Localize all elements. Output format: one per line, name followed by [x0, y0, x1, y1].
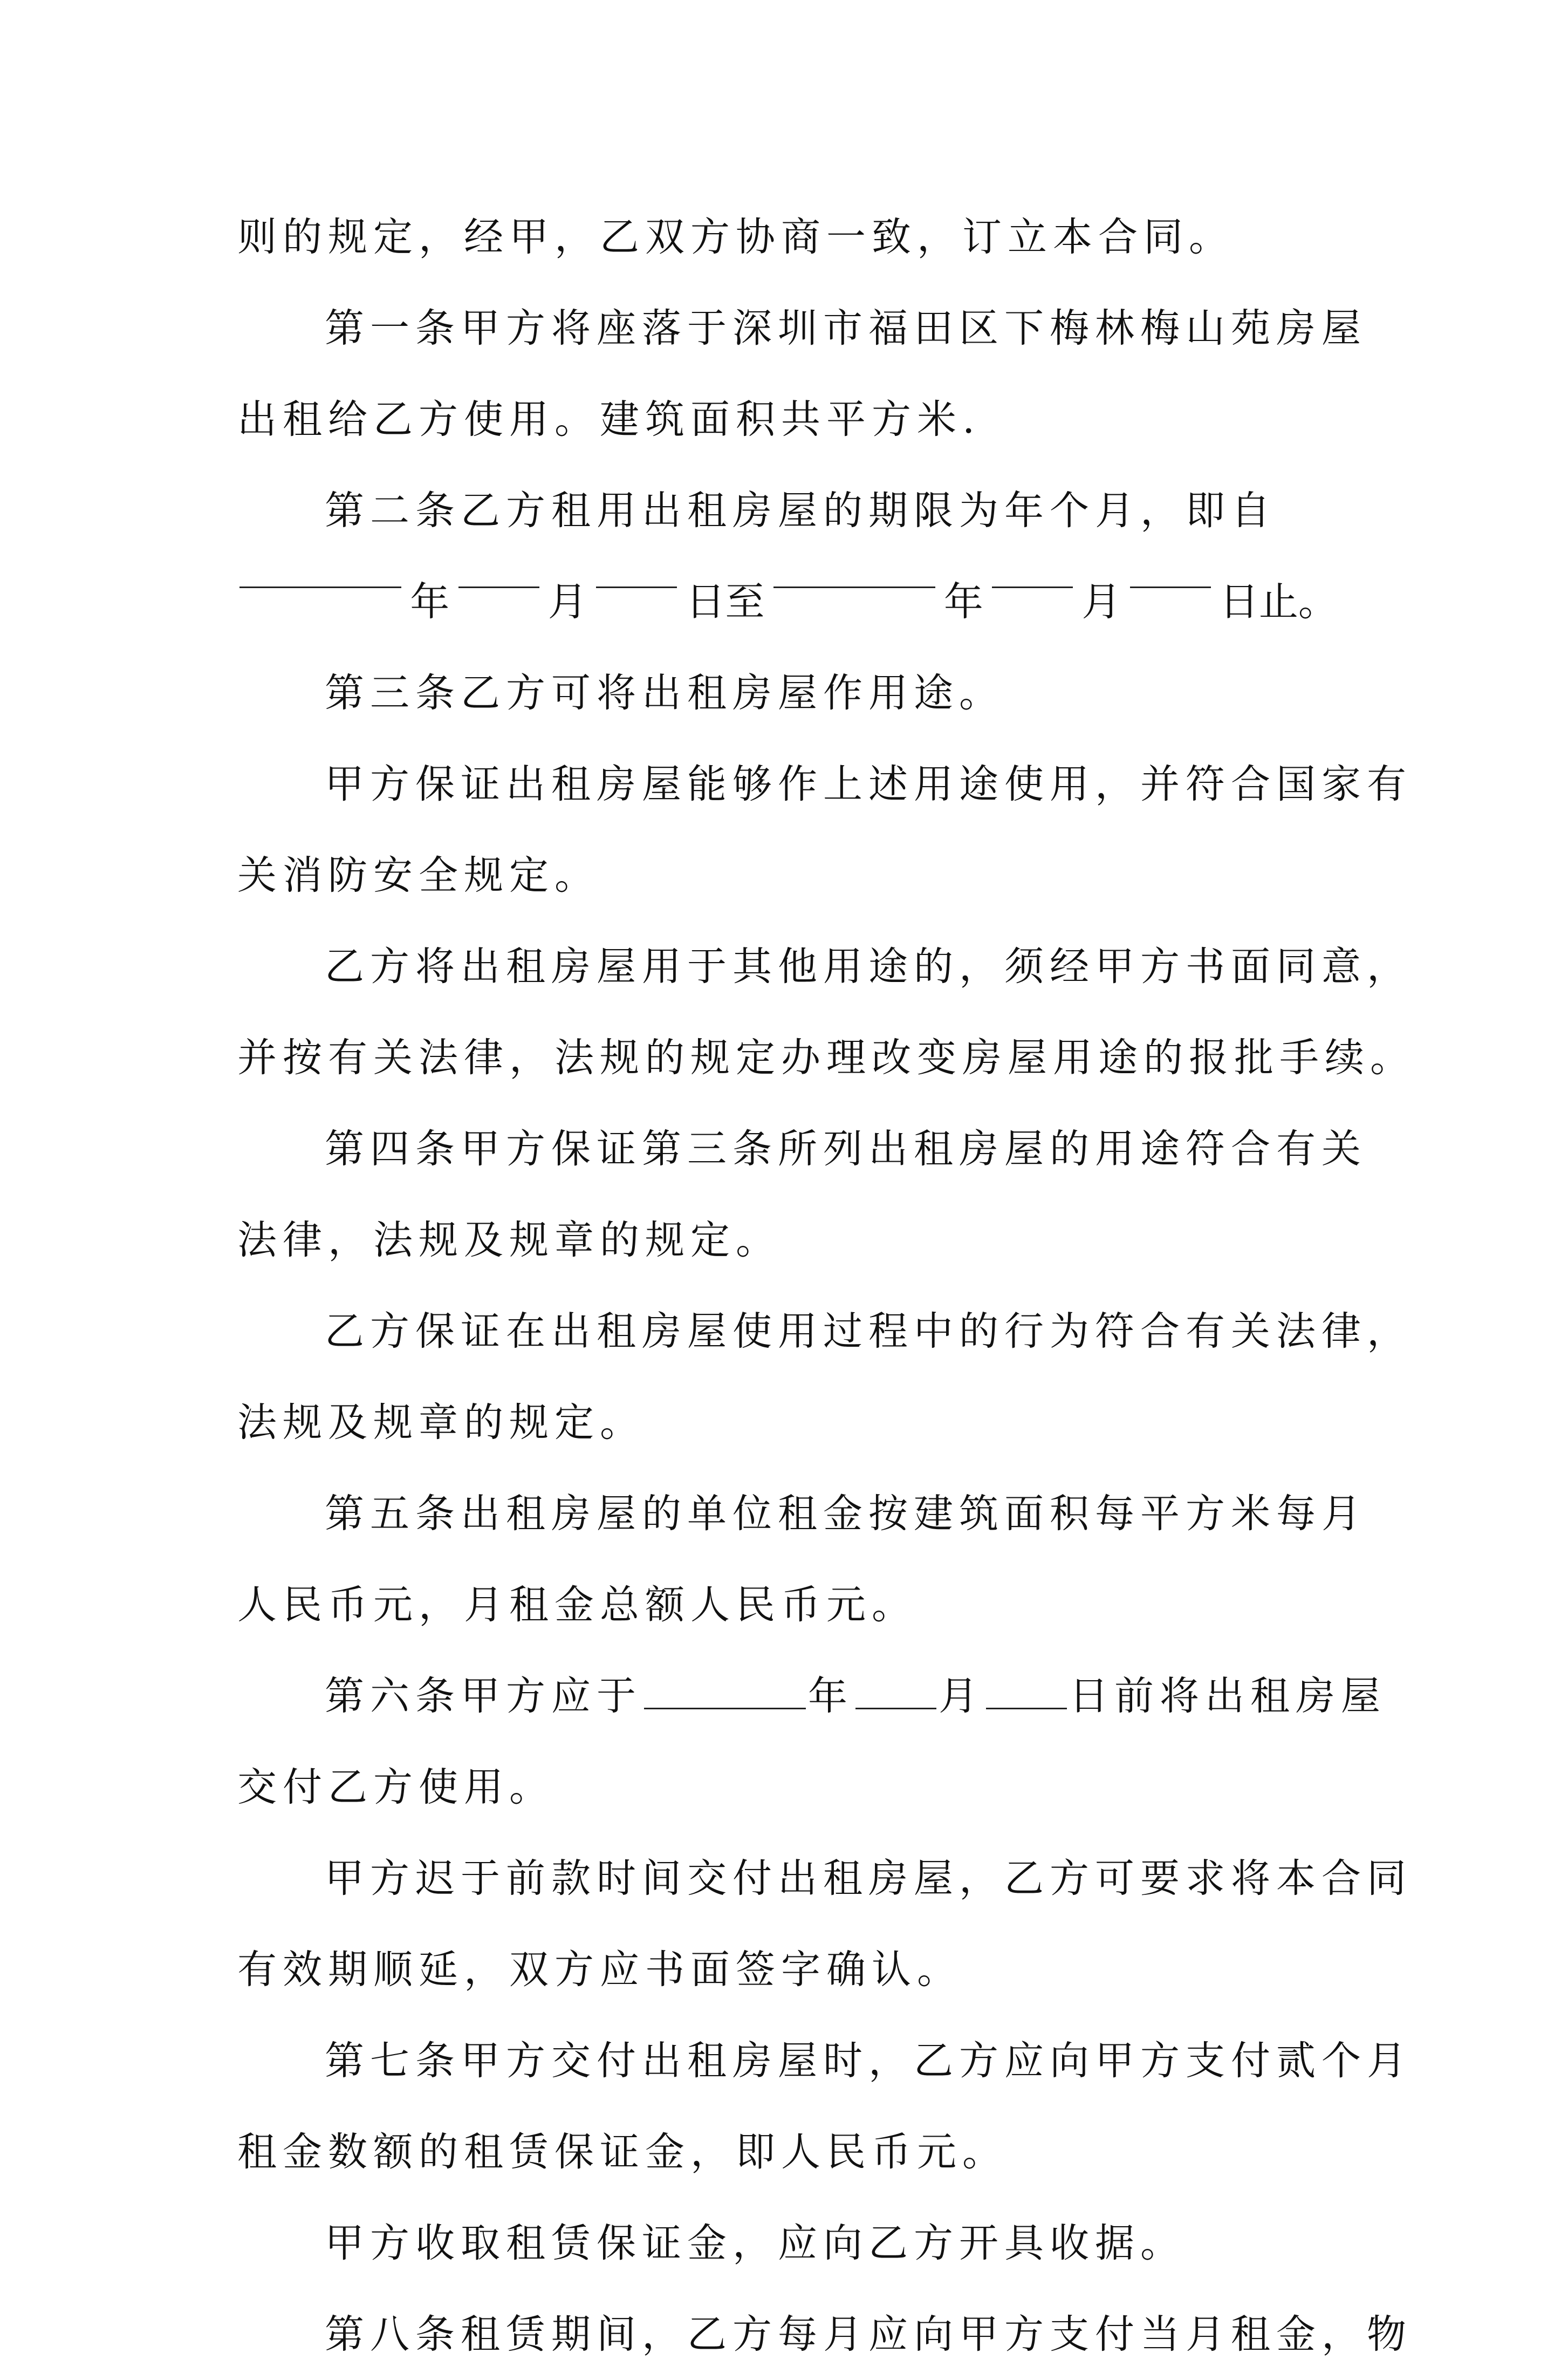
other-use-line-1: 乙方将出租房屋用于其他用途的，须经甲方书面同意，	[325, 944, 1412, 990]
delivery-day-blank	[986, 1677, 1067, 1709]
end-year-label: 年	[943, 579, 983, 625]
end-day-blank	[1130, 556, 1211, 588]
article-5-line-1: 第五条出租房屋的单位租金按建筑面积每平方米每月	[325, 1491, 1367, 1537]
delivery-year-label: 年	[808, 1673, 853, 1719]
delay-line-1: 甲方迟于前款时间交付出租房屋，乙方可要求将本合同	[325, 1856, 1412, 1901]
start-year-label: 年	[410, 579, 450, 625]
end-month-label: 月	[1081, 579, 1121, 625]
intro-tail-line: 则的规定，经甲，乙双方协商一致，订立本合同。	[237, 214, 1234, 260]
start-day-to-label: 日至	[686, 579, 765, 625]
end-year-blank	[773, 556, 935, 588]
article-4-line-2: 法律，法规及规章的规定。	[237, 1217, 781, 1263]
end-day-label: 日止。	[1219, 579, 1338, 625]
article-1-line-2: 出租给乙方使用。建筑面积共平方米.	[237, 397, 981, 442]
article-7-line-2: 租金数额的租赁保证金，即人民币元。	[237, 2129, 1008, 2175]
article-6-line-1	[237, 1651, 1386, 1742]
guarantee-line-1: 甲方保证出租房屋能够作上述用途使用，并符合国家有	[325, 761, 1412, 807]
article-6-suffix: 日前将出租房屋	[1069, 1673, 1386, 1719]
tenant-conduct-line-1: 乙方保证在出租房屋使用过程中的行为符合有关法律，	[325, 1308, 1412, 1354]
delivery-month-label: 月	[939, 1673, 984, 1719]
receipt-line: 甲方收取租赁保证金，应向乙方开具收据。	[325, 2220, 1186, 2266]
article-4-line-1: 第四条甲方保证第三条所列出租房屋的用途符合有关	[325, 1126, 1367, 1172]
start-month-blank	[458, 556, 539, 588]
other-use-line-2: 并按有关法律，法规的规定办理改变房屋用途的报批手续。	[237, 1035, 1415, 1081]
article-8-line: 第八条租赁期间，乙方每月应向甲方支付当月租金，物	[325, 2311, 1412, 2357]
article-6-prefix: 第六条甲方应于	[325, 1673, 642, 1719]
tenant-conduct-line-2: 法规及规章的规定。	[237, 1400, 645, 1445]
article-3-line: 第三条乙方可将出租房屋作用途。	[325, 670, 1004, 716]
article-6-line-2: 交付乙方使用。	[237, 1764, 554, 1810]
guarantee-line-2: 关消防安全规定。	[237, 853, 600, 898]
delay-line-2: 有效期顺延，双方应书面签字确认。	[237, 1947, 962, 1993]
article-1-line-1: 第一条甲方将座落于深圳市福田区下梅林梅山苑房屋	[325, 305, 1367, 351]
article-2-dates-line	[237, 556, 1338, 647]
start-month-label: 月	[547, 579, 587, 625]
delivery-year-blank	[644, 1677, 806, 1709]
delivery-month-blank	[855, 1677, 936, 1709]
start-day-blank	[596, 556, 677, 588]
end-month-blank	[992, 556, 1073, 588]
contract-body	[237, 192, 1415, 2380]
article-2-line-1: 第二条乙方租用出租房屋的期限为年个月，即自	[325, 488, 1276, 534]
start-year-blank	[239, 556, 401, 588]
article-7-line-1: 第七条甲方交付出租房屋时，乙方应向甲方支付贰个月	[325, 2038, 1412, 2084]
article-5-line-2: 人民币元，月租金总额人民币元。	[237, 1582, 917, 1628]
